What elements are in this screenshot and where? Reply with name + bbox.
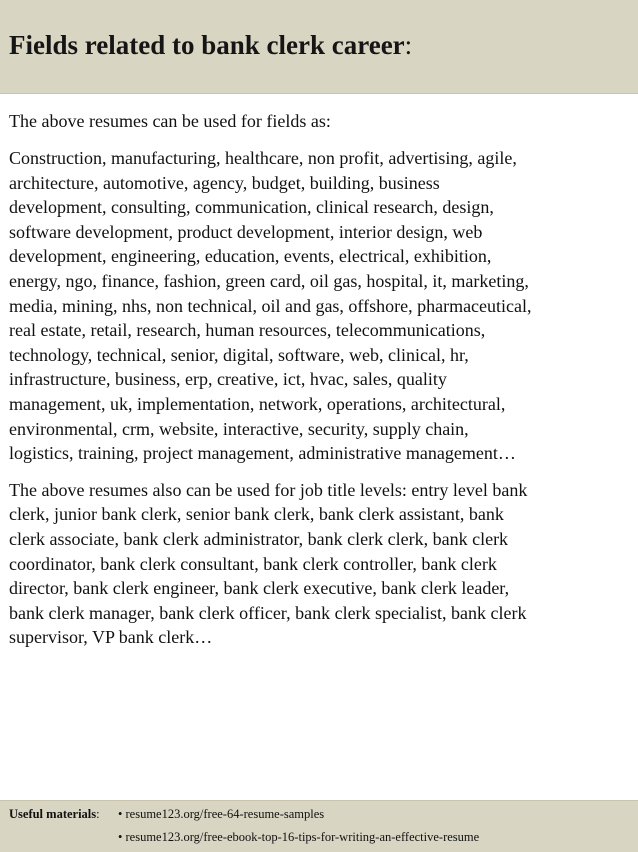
fields-line: management, uk, implementation, network, operations, architectural, <box>9 393 506 414</box>
footer-bar <box>0 800 638 852</box>
page-title <box>9 28 412 62</box>
job-levels-line: bank clerk manager, bank clerk officer, bank clerk specialist, bank clerk <box>9 602 527 623</box>
fields-line: energy, ngo, finance, fashion, green card, oil gas, hospital, it, marketing, <box>9 270 529 291</box>
fields-line: development, engineering, education, events, electrical, exhibition, <box>9 246 492 267</box>
fields-line: technology, technical, senior, digital, software, web, clinical, hr, <box>9 344 469 365</box>
job-levels-line: supervisor, VP bank clerk… <box>9 627 213 648</box>
fields-line: infrastructure, business, erp, creative, ict, hvac, sales, quality <box>9 369 447 390</box>
main-content <box>9 104 633 650</box>
fields-line: architecture, automotive, agency, budget, building, business <box>9 172 440 193</box>
job-levels-line: clerk associate, bank clerk administrator, bank clerk clerk, bank clerk <box>9 528 509 549</box>
useful-materials-label-colon: : <box>96 807 100 821</box>
footer-link-resume-samples[interactable]: • resume123.org/free-64-resume-samples <box>118 807 325 821</box>
fields-line: software development, product development, interior design, web <box>9 221 483 242</box>
page-title-text: Fields related to bank clerk career <box>9 30 405 60</box>
job-levels-line: coordinator, bank clerk consultant, bank clerk controller, bank clerk <box>9 553 497 574</box>
fields-line: development, consulting, communication, clinical research, design, <box>9 197 494 218</box>
header-bar <box>0 0 638 94</box>
job-levels-line: clerk, junior bank clerk, senior bank clerk, bank clerk assistant, bank <box>9 504 504 525</box>
fields-line: media, mining, nhs, non technical, oil and gas, offshore, pharmaceutical, <box>9 295 532 316</box>
page-title-colon: : <box>404 30 413 60</box>
footer-link-ebook-tips[interactable]: • resume123.org/free-ebook-top-16-tips-for-writing-an-effective-resume <box>118 830 480 844</box>
job-levels-paragraph <box>9 478 633 650</box>
job-levels-line: director, bank clerk engineer, bank clerk executive, bank clerk leader, <box>9 578 510 599</box>
fields-paragraph <box>9 146 633 466</box>
intro-text: The above resumes can be used for fields as: <box>9 111 331 131</box>
fields-line: Construction, manufacturing, healthcare, non profit, advertising, agile, <box>9 148 517 168</box>
useful-materials-label <box>9 807 100 822</box>
job-levels-line: The above resumes also can be used for job title levels: entry level bank <box>9 479 528 500</box>
useful-materials-label-text: Useful materials <box>9 807 97 821</box>
fields-line: logistics, training, project management, administrative management… <box>9 443 516 464</box>
fields-line: real estate, retail, research, human resources, telecommunications, <box>9 320 486 341</box>
fields-line: environmental, crm, website, interactive, security, supply chain, <box>9 418 469 439</box>
